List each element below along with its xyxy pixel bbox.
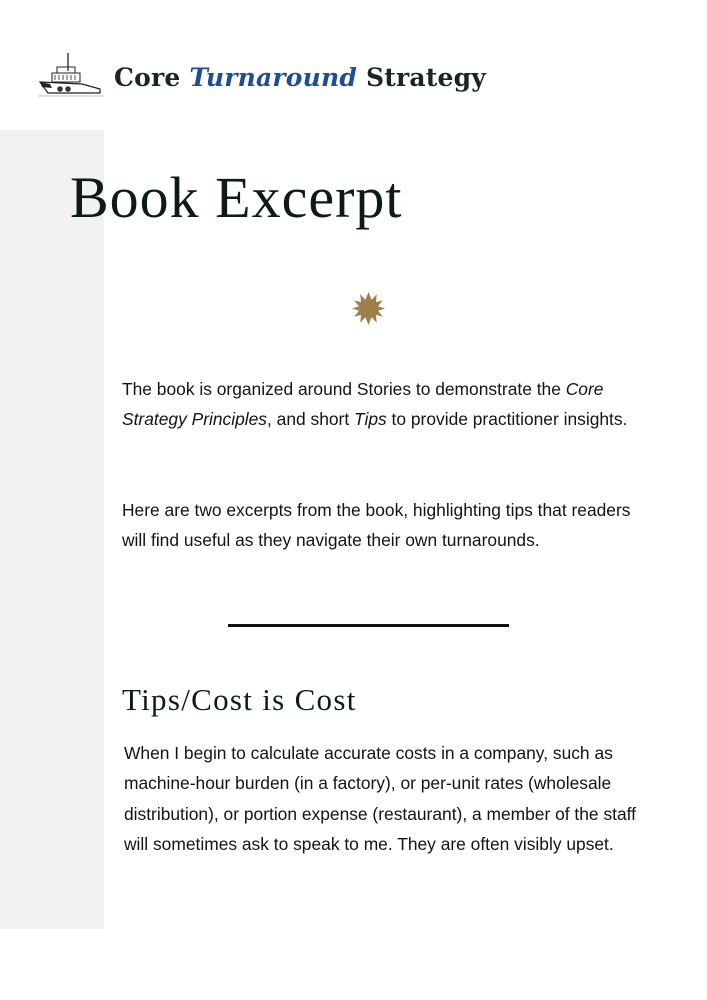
brand-title: [114, 63, 486, 92]
text-run: , and short: [266, 409, 354, 430]
core-strategy-principles-emphasis: Core Strategy Principles: [122, 379, 604, 430]
text-run: to provide practitioner insights.: [386, 409, 628, 430]
tugboat-icon: [38, 49, 106, 99]
text-run: The book is organized around Stories to demonstrate the: [122, 379, 566, 399]
section-body: When I begin to calculate accurate costs in a company, such as machine-hour burden (in a factory), or per-unit rates (wholesale distribution), or portion expense (restaurant), a member of the staff will sometimes ask to speak to me. They are often visibly upset.: [124, 743, 636, 854]
intro-paragraph-2: Here are two excerpts from the book, highlighting tips that readers will find useful as they navigate their own turnarounds.: [122, 500, 631, 551]
intro-paragraph-1: [122, 374, 642, 435]
brand-word-strategy: Strategy: [357, 62, 487, 92]
side-band-decoration: [0, 130, 104, 929]
brand-word-turnaround: Turnaround: [189, 62, 358, 92]
brand-word-core: Core: [114, 62, 190, 92]
star-burst-icon: [352, 292, 385, 325]
site-header: [38, 48, 486, 100]
section-divider: [228, 624, 509, 627]
tips-emphasis: Tips: [354, 409, 387, 430]
section-title: Tips/Cost is Cost: [122, 682, 357, 717]
page-title: Book Excerpt: [70, 165, 403, 230]
